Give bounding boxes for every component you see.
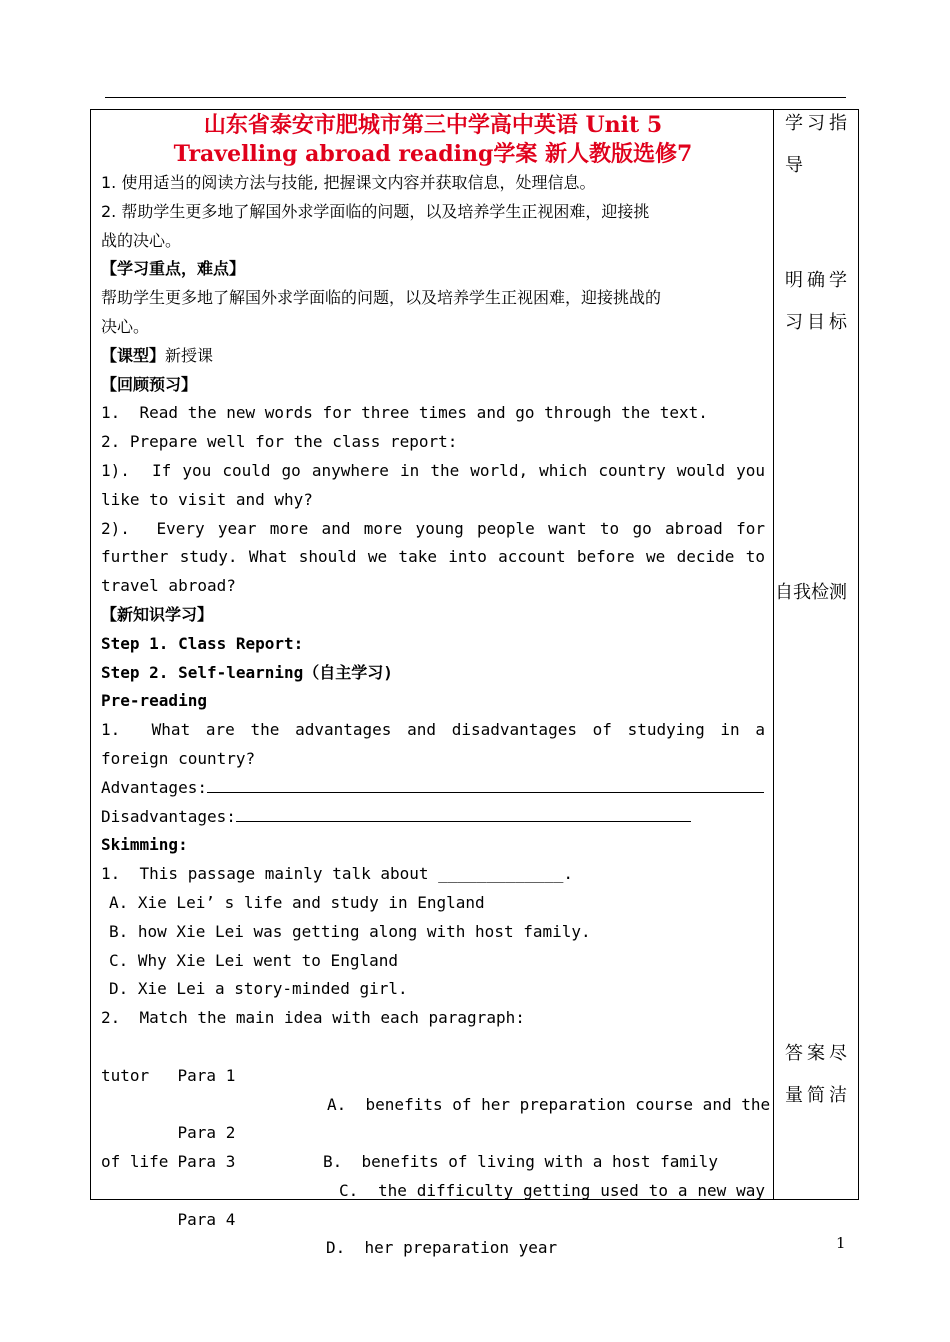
para-1-idea: A. benefits of her preparation course and the [327, 1094, 771, 1114]
match-row-3-cont: of life [101, 1152, 169, 1172]
sidebar-self-check-text: 自我检测 [775, 582, 847, 603]
lesson-type-value: 新授课 [165, 345, 214, 365]
sidebar-answer-line-1: 答案尽 [785, 1043, 851, 1064]
option-b: B. how Xie Lei was getting along with host family. [109, 921, 591, 941]
sidebar-self-check [775, 572, 855, 614]
disadvantages-label: Disadvantages: [101, 806, 236, 826]
lesson-type-heading: 【课型】 [101, 345, 166, 365]
pre-reading-question-b: foreign country? [101, 748, 256, 768]
objective-2b: 战的决心。 [101, 230, 182, 250]
advantages-blank[interactable] [207, 774, 764, 793]
page-number: 1 [836, 1234, 846, 1252]
para-3-label: Para 3 [177, 1152, 236, 1172]
column-divider [773, 109, 774, 1200]
review-line-7: travel abroad? [101, 576, 236, 596]
key-points-heading: 【学习重点，难点】 [101, 259, 246, 279]
para-2-label: Para 2 [177, 1123, 236, 1143]
skimming-heading: Skimming: [101, 835, 188, 855]
review-line-1: 1. Read the new words for three times and go through the text. [101, 403, 708, 423]
step-1: Step 1. Class Report: [101, 633, 304, 653]
review-line-2: 2. Prepare well for the class report: [101, 432, 458, 452]
skimming-question-1: 1. This passage mainly talk about _____________. [101, 864, 574, 884]
step-2: Step 2. Self-learning（自主学习) [101, 662, 393, 682]
skimming-question-2: 2. Match the main idea with each paragraph: [101, 1008, 525, 1028]
sidebar-guide-line-1: 学习指 [785, 113, 851, 134]
advantages-label: Advantages: [101, 777, 207, 797]
review-heading: 【回顾预习】 [101, 374, 198, 394]
para-1-label: Para 1 [177, 1065, 236, 1085]
para-4-label: Para 4 [177, 1209, 236, 1229]
new-knowledge-heading: 【新知识学习】 [101, 604, 214, 624]
para-4-idea: D. her preparation year [326, 1238, 558, 1258]
option-d: D. Xie Lei a story-minded girl. [109, 979, 408, 999]
sidebar-goal-line-1: 明确学 [785, 270, 851, 291]
review-line-3: 1). If you could go anywhere in the world, which country would you [101, 460, 765, 480]
title-line-2: Travelling abroad reading学案 新人教版选修7 [173, 141, 693, 167]
header-rule [105, 97, 846, 98]
key-points-line-2: 决心。 [101, 316, 150, 336]
sidebar-study-guide [776, 103, 856, 187]
sidebar-guide-line-2: 导 [785, 155, 807, 176]
pre-reading-heading: Pre-reading [101, 691, 207, 711]
sidebar-answer-note [776, 1033, 856, 1117]
match-row-1-cont: tutor [101, 1065, 150, 1085]
key-points-line-1: 帮助学生更多地了解国外求学面临的问题，以及培养学生正视困难，迎接挑战的 [101, 288, 662, 308]
sidebar-goal-line-2: 习目标 [785, 312, 851, 333]
lesson-type [101, 342, 765, 371]
option-a: A. Xie Lei’ s life and study in England [109, 892, 485, 912]
objective-1: 1. 使用适当的阅读方法与技能, 把握课文内容并获取信息，处理信息。 [101, 173, 596, 192]
para-3-idea: C. the difficulty getting used to a new way [339, 1180, 765, 1200]
para-2-idea: B. benefits of living with a host family [323, 1152, 718, 1172]
review-line-6: further study. What should we take into account before we decide to [101, 547, 765, 567]
title-line-1: 山东省泰安市肥城市第三中学高中英语 Unit 5 [203, 112, 663, 138]
match-row-4 [101, 1177, 765, 1258]
disadvantages-row [101, 803, 765, 832]
objective-2a: 2. 帮助学生更多地了解国外求学面临的问题，以及培养学生正视困难，迎接挑 [101, 201, 650, 221]
sidebar-answer-line-2: 量简洁 [785, 1085, 851, 1106]
disadvantages-blank[interactable] [236, 803, 691, 822]
review-line-4: like to visit and why? [101, 489, 313, 509]
advantages-row [101, 774, 765, 803]
pre-reading-question-a: 1. What are the advantages and disadvantages of studying in a [101, 720, 765, 740]
option-c: C. Why Xie Lei went to England [109, 950, 398, 970]
sidebar-learning-goals [776, 260, 856, 344]
review-line-5: 2). Every year more and more young people want to go abroad for [101, 518, 765, 538]
main-column [101, 111, 771, 1258]
